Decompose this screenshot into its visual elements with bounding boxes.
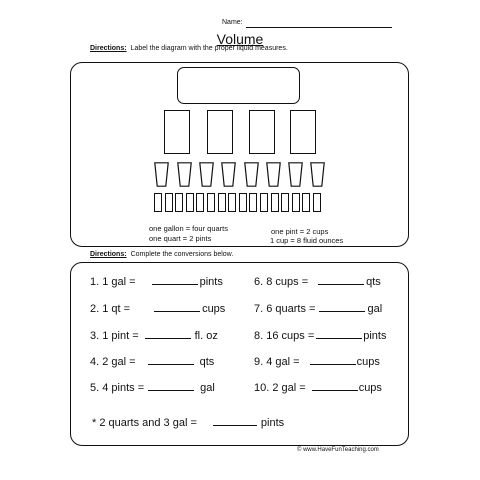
answer-blank[interactable] [316,338,362,339]
question-unit: gal [367,303,383,315]
copyright-icon: © [297,447,302,453]
bonus-question [92,417,284,429]
answer-blank[interactable] [312,390,358,391]
directions-text: Label the diagram with the proper liquid measures. [130,45,288,52]
pint-cup[interactable] [266,162,281,187]
question-unit: pints [260,417,285,429]
quart-box[interactable] [249,110,275,154]
question-prompt: 2. 1 qt = [90,303,131,315]
answer-blank[interactable] [310,364,356,365]
question-prompt: 6. 8 cups = [254,276,309,288]
cup-box[interactable] [292,193,300,212]
name-line[interactable] [246,27,392,28]
pint-cup[interactable] [288,162,303,187]
question-1 [90,276,223,288]
question-prompt: 3. 1 pint = [90,330,139,342]
question-unit: cups [202,303,226,315]
gallon-box[interactable] [177,67,300,104]
question-10 [254,382,382,394]
cup-box[interactable] [154,193,162,212]
question-6 [254,276,381,288]
answer-blank[interactable] [319,311,365,312]
cup-box[interactable] [207,193,215,212]
question-4 [90,356,214,368]
quart-box[interactable] [164,110,190,154]
cup-box[interactable] [228,193,236,212]
name-label: Name: [222,19,243,26]
question-prompt: 1. 1 gal = [90,276,136,288]
quart-box[interactable] [207,110,233,154]
answer-blank[interactable] [145,338,191,339]
pint-cup[interactable] [244,162,259,187]
cup-box[interactable] [281,193,289,212]
fact-pint: one pint = 2 cups [271,227,329,236]
answer-blank[interactable] [152,284,198,285]
footer-site: www.HaveFunTeaching.com [303,447,379,453]
question-unit: fl. oz [194,330,218,342]
page-title: Volume [216,31,264,47]
directions-text: Complete the conversions below. [130,251,234,258]
fact-quart: one quart = 2 pints [149,234,212,243]
pint-cup[interactable] [199,162,214,187]
footer-copyright [297,447,379,453]
question-prompt: 5. 4 pints = [90,382,145,394]
cup-box[interactable] [175,193,183,212]
question-7 [254,303,382,315]
answer-blank[interactable] [148,390,194,391]
question-9 [254,356,380,368]
pint-cup[interactable] [154,162,169,187]
question-unit: qts [199,356,215,368]
cup-box[interactable] [313,193,321,212]
answer-blank[interactable] [148,364,194,365]
cup-box[interactable] [271,193,279,212]
cup-box[interactable] [186,193,194,212]
cup-box[interactable] [249,193,257,212]
quart-box[interactable] [290,110,316,154]
question-unit: gal [200,382,215,394]
cup-box[interactable] [218,193,226,212]
cup-box[interactable] [239,193,247,212]
question-unit: qts [366,276,381,288]
question-prompt: 9. 4 gal = [254,356,300,368]
question-unit: cups [356,356,380,368]
answer-blank[interactable] [213,425,257,426]
directions-2 [90,251,233,258]
directions-1 [90,45,288,52]
question-3 [90,330,218,342]
question-prompt: 8. 16 cups = [254,330,315,342]
question-5 [90,382,215,394]
directions-label: Directions: [90,251,127,258]
fact-cup: 1 cup = 8 fluid ounces [270,236,344,245]
pint-cup[interactable] [221,162,236,187]
cup-box[interactable] [302,193,310,212]
cup-box[interactable] [165,193,173,212]
question-prompt: 7. 6 quarts = [254,303,316,315]
question-prompt: * 2 quarts and 3 gal = [92,417,197,429]
question-prompt: 4. 2 gal = [90,356,136,368]
question-unit: pints [363,330,387,342]
question-8 [254,330,387,342]
question-2 [90,303,225,315]
question-unit: pints [199,276,223,288]
answer-blank[interactable] [318,284,364,285]
pint-cup[interactable] [310,162,325,187]
cup-box[interactable] [196,193,204,212]
answer-blank[interactable] [154,311,200,312]
pint-cup[interactable] [177,162,192,187]
question-prompt: 10. 2 gal = [254,382,306,394]
directions-label: Directions: [90,45,127,52]
question-unit: cups [358,382,382,394]
cup-box[interactable] [260,193,268,212]
fact-gallon: one gallon = four quarts [149,224,229,233]
